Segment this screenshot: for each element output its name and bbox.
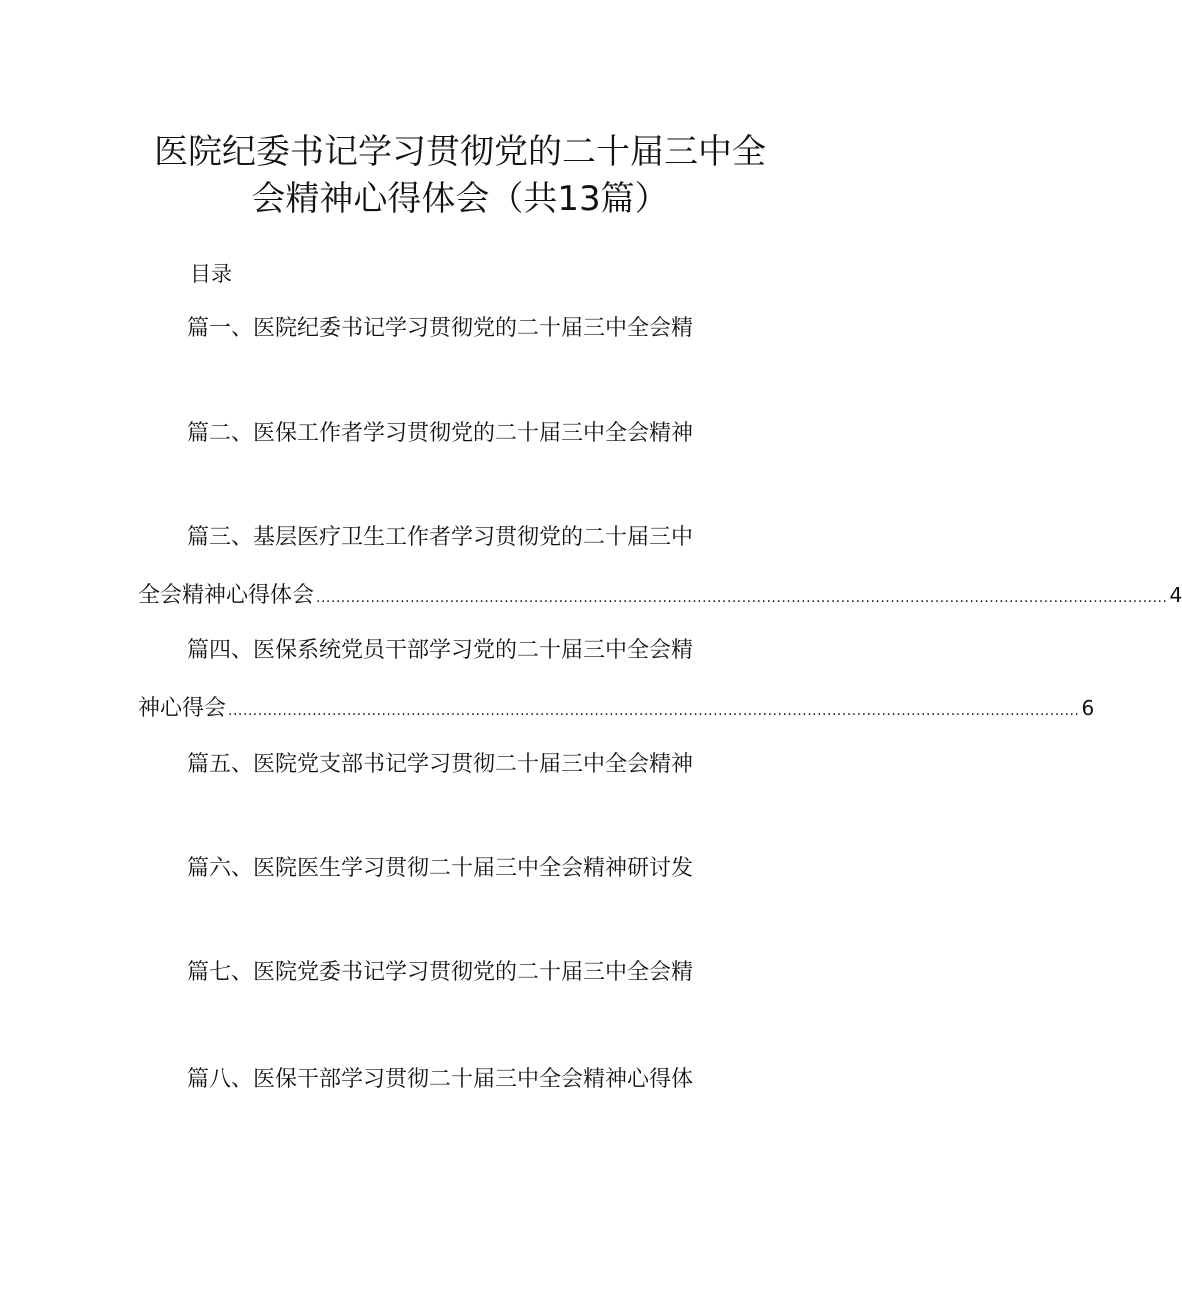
- toc-entry-8[interactable]: 篇八、医保干部学习贯彻二十届三中全会精神心得体: [187, 1067, 694, 1092]
- toc-entry-2[interactable]: 篇二、医保工作者学习贯彻党的二十届三中全会精神: [187, 421, 694, 446]
- toc-entry-4-continuation[interactable]: [138, 693, 1095, 726]
- toc-entry-4[interactable]: 篇四、医保系统党员干部学习党的二十届三中全会精: [187, 638, 694, 663]
- toc-entry-6[interactable]: 篇六、医院医生学习贯彻二十届三中全会精神研讨发: [187, 856, 694, 881]
- toc-entry-1[interactable]: 篇一、医院纪委书记学习贯彻党的二十届三中全会精: [187, 316, 694, 341]
- toc-entry-5[interactable]: 篇五、医院党支部书记学习贯彻二十届三中全会精神: [187, 752, 694, 777]
- toc-entry-3[interactable]: 篇三、基层医疗卫生工作者学习贯彻党的二十届三中: [187, 525, 694, 550]
- document-title-line-2: 会精神心得体会（共13篇）: [251, 179, 669, 219]
- toc-entry-3-page: 4: [1169, 583, 1182, 607]
- toc-entry-7[interactable]: 篇七、医院党委书记学习贯彻党的二十届三中全会精: [187, 960, 694, 985]
- toc-entry-3-line-2: 全会精神心得体会: [138, 583, 315, 608]
- toc-entry-4-page: 6: [1081, 696, 1095, 720]
- toc-leader-dots: ............................................................................................................................................................................: [316, 590, 1168, 606]
- toc-leader-dots: ............................................................................................................................................................................: [228, 703, 1080, 719]
- toc-entry-4-line-2: 神心得会: [138, 696, 227, 721]
- toc-heading: 目录: [190, 262, 232, 286]
- toc-entry-3-continuation[interactable]: [138, 580, 1182, 613]
- document-title-line-1: 医院纪委书记学习贯彻党的二十届三中全: [154, 132, 766, 172]
